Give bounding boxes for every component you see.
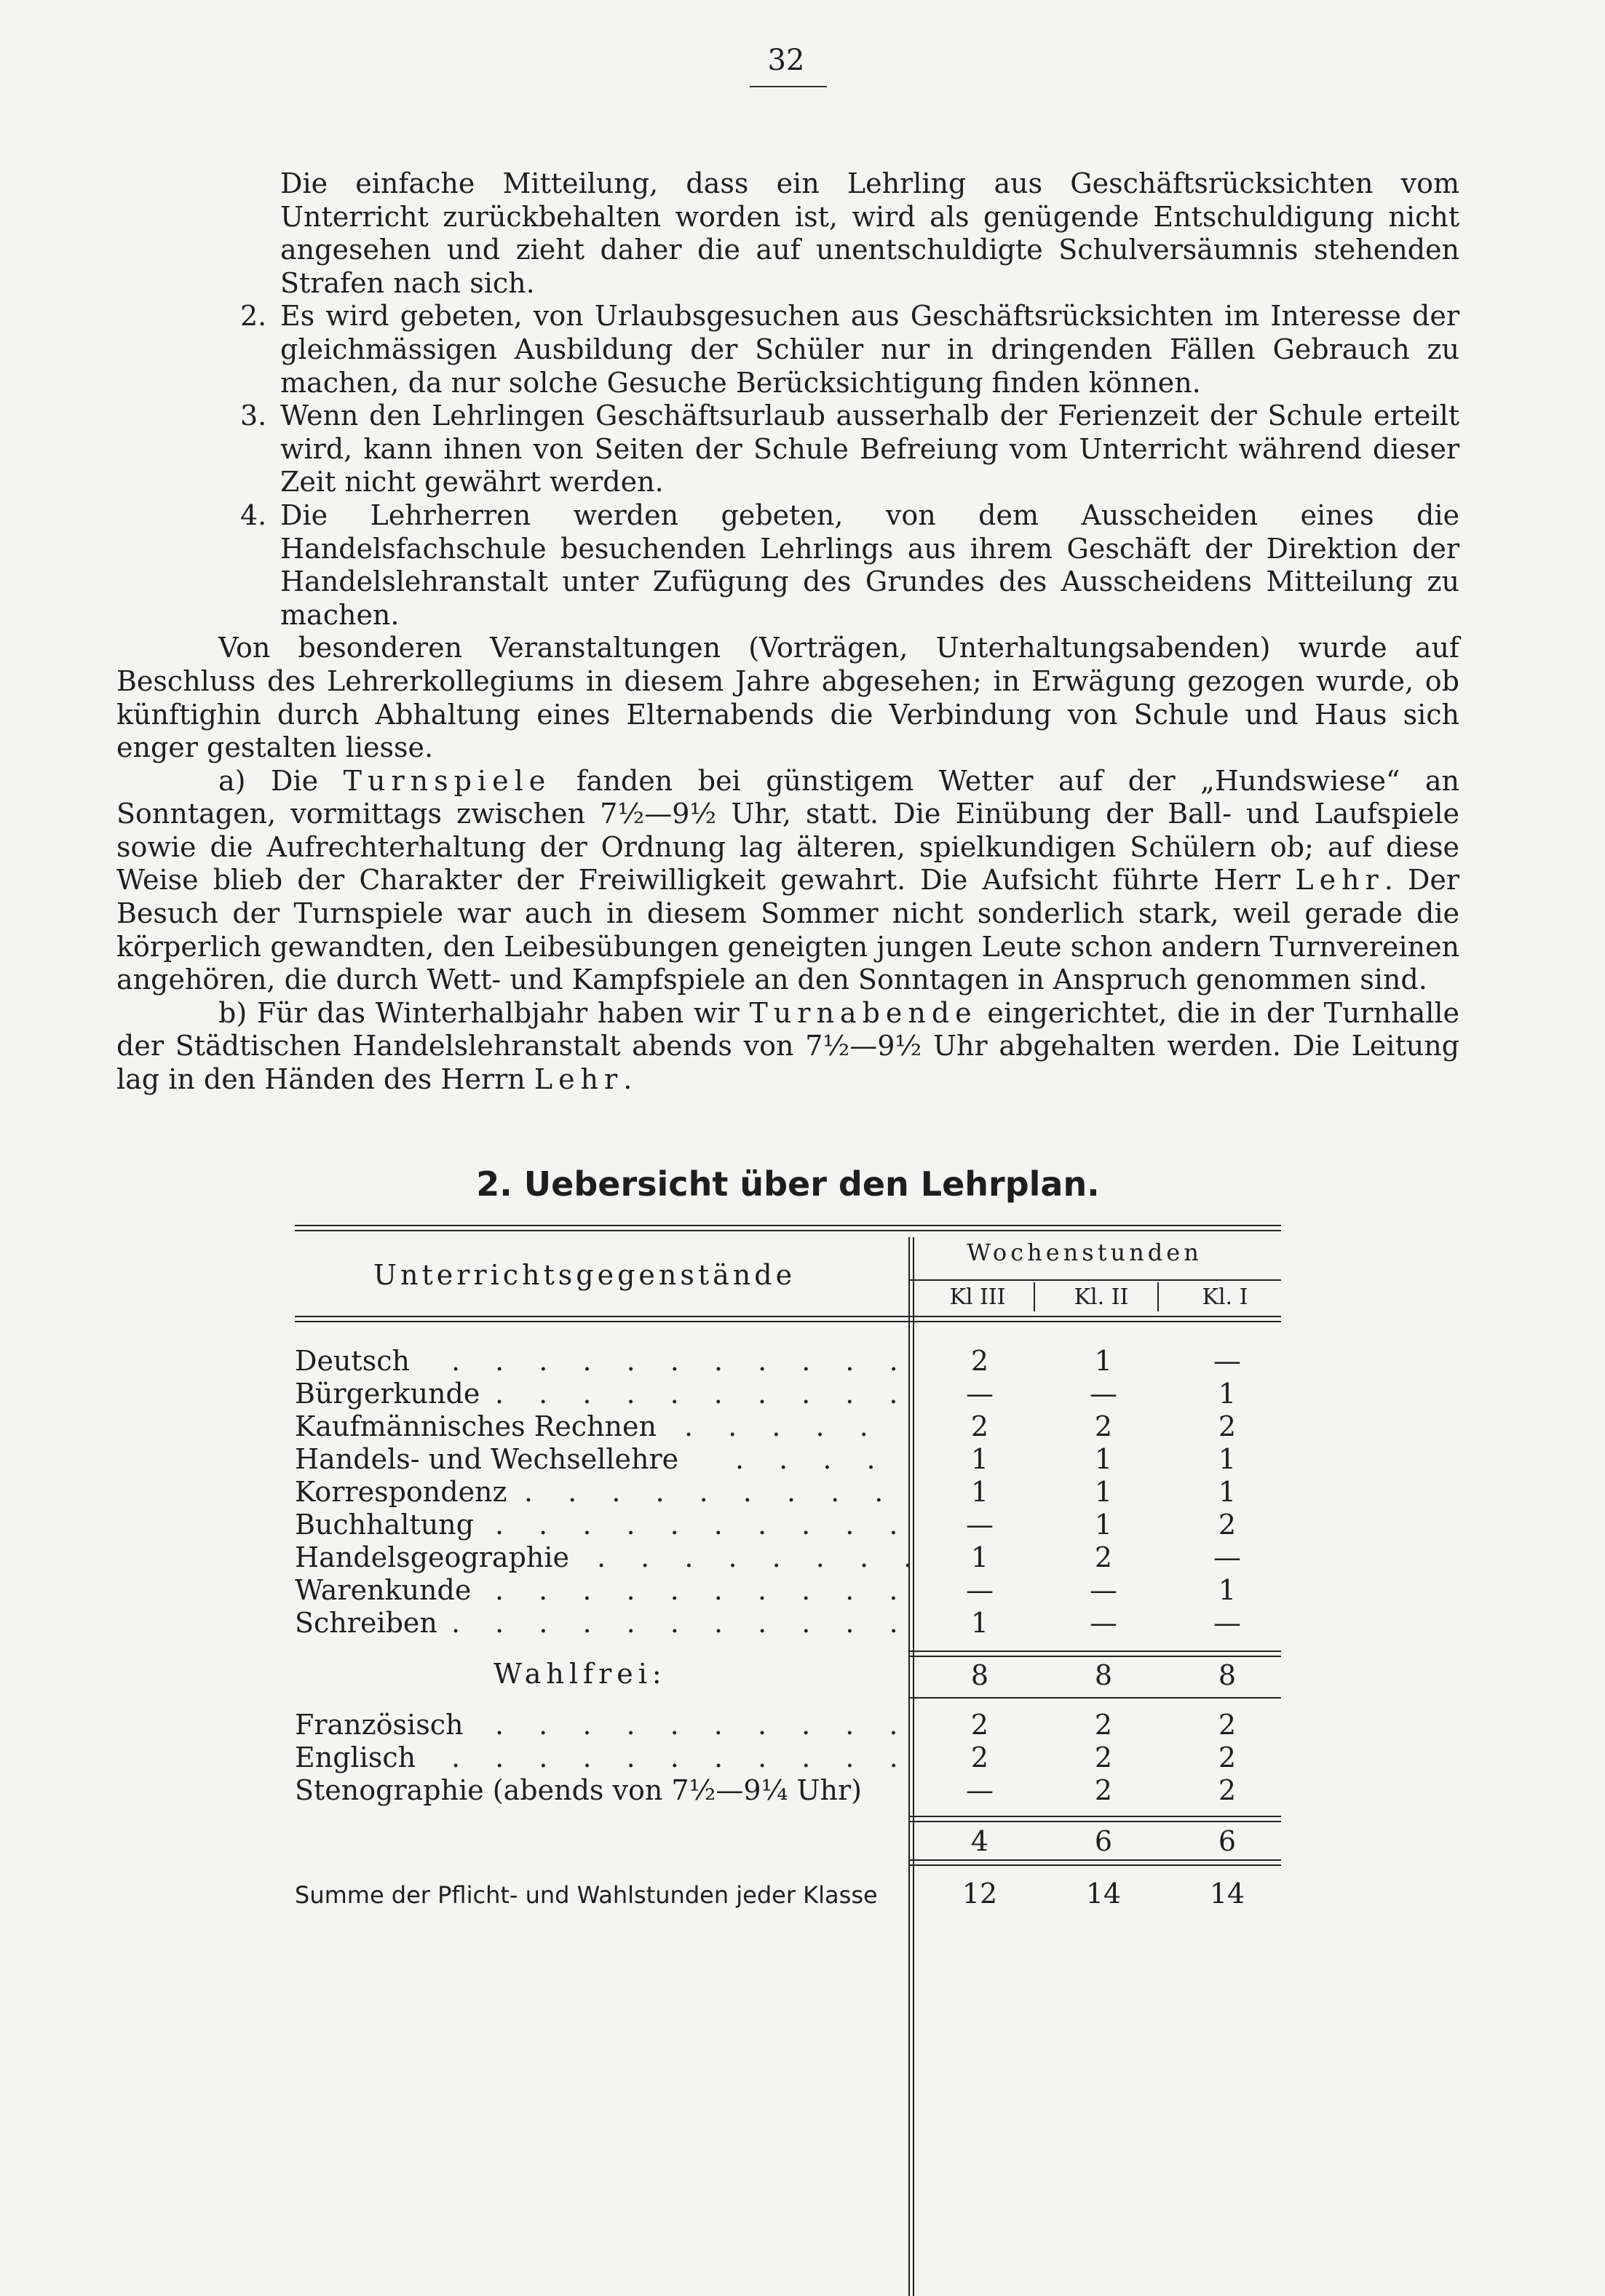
- leader-dots: . . . . . . . . . . .: [451, 1607, 911, 1639]
- section-title: 2. Uebersicht über den Lehrplan.: [476, 1164, 1100, 1204]
- paragraph-events: Von besonderen Veranstaltungen (Vorträgen, Unterhaltungsabenden) wurde auf Beschluss des Lehrerkollegiums in diesem Jahre abgesehen; in Erwägung gezogen wurde, ob künftighin durch Abhaltung eines Elternabends die Verbindung von Schule und Haus sich enger gestalten liesse.: [116, 632, 1459, 764]
- subtotal-rule: [910, 1864, 1281, 1866]
- subtotal-rule: [910, 1697, 1281, 1699]
- table-rule: [295, 1225, 1281, 1226]
- leader-dots: . . . . . . . . . .: [495, 1509, 911, 1541]
- page-number: 32: [767, 44, 805, 77]
- cell-value: —: [966, 1378, 994, 1410]
- total-value: 14: [1085, 1878, 1122, 1910]
- cell-value: 1: [1218, 1378, 1237, 1410]
- header-subjects: Unterrichtsgegenstände: [373, 1259, 796, 1291]
- table-rule: [295, 1316, 1281, 1317]
- cell-value: 2: [970, 1741, 989, 1773]
- table-vrule: [1034, 1282, 1035, 1311]
- cell-value: —: [1213, 1345, 1241, 1377]
- subtotal-rule: [910, 1651, 1281, 1652]
- subtotal-value: 8: [1094, 1659, 1113, 1691]
- subject-label: Handelsgeographie: [295, 1541, 570, 1573]
- subtotal-rule: [910, 1816, 1281, 1817]
- cell-value: —: [1213, 1541, 1241, 1573]
- body-text: [116, 167, 1459, 1097]
- leader-dots: . . . . . . . . . .: [495, 1709, 911, 1741]
- subtotal-rule: [910, 1859, 1281, 1861]
- subtotal-value: 6: [1094, 1825, 1113, 1857]
- cell-value: —: [1090, 1378, 1117, 1410]
- header-hours-rule: [910, 1279, 1281, 1281]
- cell-value: 1: [1094, 1345, 1113, 1377]
- total-value: 12: [962, 1878, 998, 1910]
- cell-value: 2: [970, 1709, 989, 1741]
- cell-value: 1: [970, 1476, 989, 1508]
- cell-value: 1: [1218, 1476, 1237, 1508]
- cell-value: 1: [1094, 1509, 1113, 1541]
- cell-value: —: [966, 1774, 994, 1806]
- cell-value: 1: [1094, 1476, 1113, 1508]
- leader-dots: . . . . . . . .: [597, 1541, 926, 1573]
- col-head-kl1: Kl. I: [1202, 1284, 1248, 1310]
- cell-value: —: [1090, 1607, 1117, 1639]
- cell-value: 2: [1094, 1541, 1113, 1573]
- paragraph-turnabende: b) Für das Winterhalbjahr haben wir Turnabende eingerichtet, die in der Turnhalle der Städtischen Handelslehranstalt abends von 7½—9½ Uhr abgehalten werden. Die Leitung lag in den Händen des Herrn Lehr.: [116, 996, 1460, 1096]
- leader-dots: . . . . . . . . . . .: [451, 1741, 911, 1773]
- total-value: 14: [1209, 1878, 1245, 1910]
- cell-value: 2: [1218, 1509, 1237, 1541]
- cell-value: 2: [1218, 1774, 1237, 1806]
- emphasis-spaced: Turnspiele: [343, 764, 552, 797]
- list-number: 3.: [240, 400, 267, 432]
- cell-value: 2: [970, 1345, 989, 1377]
- table-vrule: [1157, 1282, 1159, 1311]
- cell-value: 1: [1218, 1574, 1237, 1606]
- cell-value: 2: [1094, 1709, 1113, 1741]
- subject-label: Stenographie (abends von 7½—9¼ Uhr): [295, 1774, 862, 1806]
- list-text: Es wird gebeten, von Urlaubsgesuchen aus Geschäftsrücksichten im Interesse der gleichmässigen Ausbildung der Schüler nur in dringenden Fällen Gebrauch zu machen, da nur solche Gesuche Berücksichtigung finden können.: [280, 300, 1459, 399]
- subject-label: Deutsch: [295, 1345, 410, 1377]
- emphasis-spaced: Lehr: [534, 1063, 624, 1096]
- cell-value: —: [1090, 1574, 1117, 1606]
- subject-label: Buchhaltung: [295, 1509, 474, 1541]
- cell-value: 1: [1094, 1443, 1113, 1475]
- subtotal-rule: [910, 1656, 1281, 1657]
- cell-value: 1: [1218, 1443, 1237, 1475]
- page-number-rule: [750, 86, 827, 87]
- cell-value: 2: [1218, 1410, 1237, 1442]
- leader-dots: . . . . . . . . . . .: [451, 1345, 911, 1377]
- emphasis-spaced: Turnabende: [749, 996, 978, 1029]
- list-text: Wenn den Lehrlingen Geschäftsurlaub ausserhalb der Ferienzeit der Schule erteilt wird, kann ihnen von Seiten der Schule Befreiung vom Unterricht während dieser Zeit nicht gewährt werden.: [280, 400, 1459, 498]
- subject-label: Bürgerkunde: [295, 1378, 480, 1410]
- subtotal-value: 4: [970, 1825, 989, 1857]
- cell-value: —: [966, 1509, 994, 1541]
- leader-dots: . . . . . . . . .: [524, 1476, 897, 1508]
- cell-value: 2: [1094, 1774, 1113, 1806]
- sum-label: Summe der Pflicht- und Wahlstunden jeder Klasse: [295, 1881, 878, 1909]
- cell-value: —: [966, 1574, 994, 1606]
- col-head-kl3: Kl III: [949, 1284, 1006, 1310]
- table-rule: [295, 1321, 1281, 1322]
- subject-label: Warenkunde: [295, 1574, 472, 1606]
- list-item: [116, 499, 1459, 632]
- list-text: Die Lehrherren werden gebeten, von dem Ausscheiden eines die Handelsfachschule besuchenden Lehrlings aus ihrem Geschäft der Direktion der Handelslehranstalt unter Zufügung des Grundes des Ausscheidens Mitteilung zu machen.: [280, 498, 1459, 631]
- header-hours: Wochenstunden: [967, 1239, 1202, 1266]
- col-head-kl2: Kl. II: [1074, 1284, 1129, 1310]
- subject-label: Handels- und Wechsellehre: [295, 1443, 679, 1475]
- subtotal-rule: [910, 1821, 1281, 1822]
- cell-value: 2: [1094, 1410, 1113, 1442]
- cell-value: 1: [970, 1541, 989, 1573]
- emphasis-spaced: Lehr: [1295, 864, 1384, 897]
- cell-value: 2: [1094, 1741, 1113, 1773]
- list-number: 2.: [240, 300, 267, 333]
- leader-dots: . . . .: [735, 1443, 889, 1475]
- leader-dots: . . . . . . . . . .: [495, 1574, 911, 1606]
- subtotal-value: 8: [970, 1659, 989, 1691]
- table-rule: [295, 1230, 1281, 1231]
- subject-label: Schreiben: [295, 1607, 437, 1639]
- cell-value: 2: [1218, 1741, 1237, 1773]
- subtotal-value: 8: [1218, 1659, 1237, 1691]
- list-item: [116, 400, 1459, 499]
- subject-label: Französisch: [295, 1709, 464, 1741]
- subject-label: Korrespondenz: [295, 1476, 507, 1508]
- cell-value: —: [1213, 1607, 1241, 1639]
- paragraph-continuation: Die einfache Mitteilung, dass ein Lehrling aus Geschäftsrücksichten vom Unterricht zurückbehalten worden ist, wird als genügende Entschuldigung nicht angesehen und zieht daher die auf unentschuldigte Schulversäumnis stehenden Strafen nach sich.: [280, 167, 1459, 299]
- subject-label: Kaufmännisches Rechnen: [295, 1410, 657, 1442]
- cell-value: 2: [970, 1410, 989, 1442]
- list-number: 4.: [240, 498, 267, 531]
- cell-value: 1: [970, 1607, 989, 1639]
- subtotal-value: 6: [1218, 1825, 1237, 1857]
- leader-dots: . . . . . . . . . .: [495, 1378, 911, 1410]
- table-vrule: [913, 1237, 914, 2296]
- leader-dots: . . . . .: [684, 1410, 881, 1442]
- cell-value: 1: [970, 1443, 989, 1475]
- cell-value: 2: [1218, 1709, 1237, 1741]
- paragraph-turnspiele: a) Die Turnspiele fanden bei günstigem Wetter auf der „Hundswiese“ an Sonntagen, vormittags zwischen 7½—9½ Uhr, statt. Die Einübung der Ball- und Laufspiele sowie die Aufrechterhaltung der Ordnung lag älteren, spielkundigen Schülern ob; auf diese Weise blieb der Charakter der Freiwilligkeit gewahrt. Die Aufsicht führte Herr Lehr. Der Besuch der Turnspiele war auch in diesem Sommer nicht sonderlich stark, weil gerade die körperlich gewandten, den Leibesübungen geneigten jungen Leute schon andern Turnvereinen angehören, die durch Wett- und Kampfspiele an den Sonntagen in Anspruch genommen sind.: [116, 764, 1460, 996]
- list-item: [116, 300, 1459, 400]
- subject-label: Englisch: [295, 1741, 416, 1773]
- wahlfrei-label: Wahlfrei:: [494, 1658, 667, 1690]
